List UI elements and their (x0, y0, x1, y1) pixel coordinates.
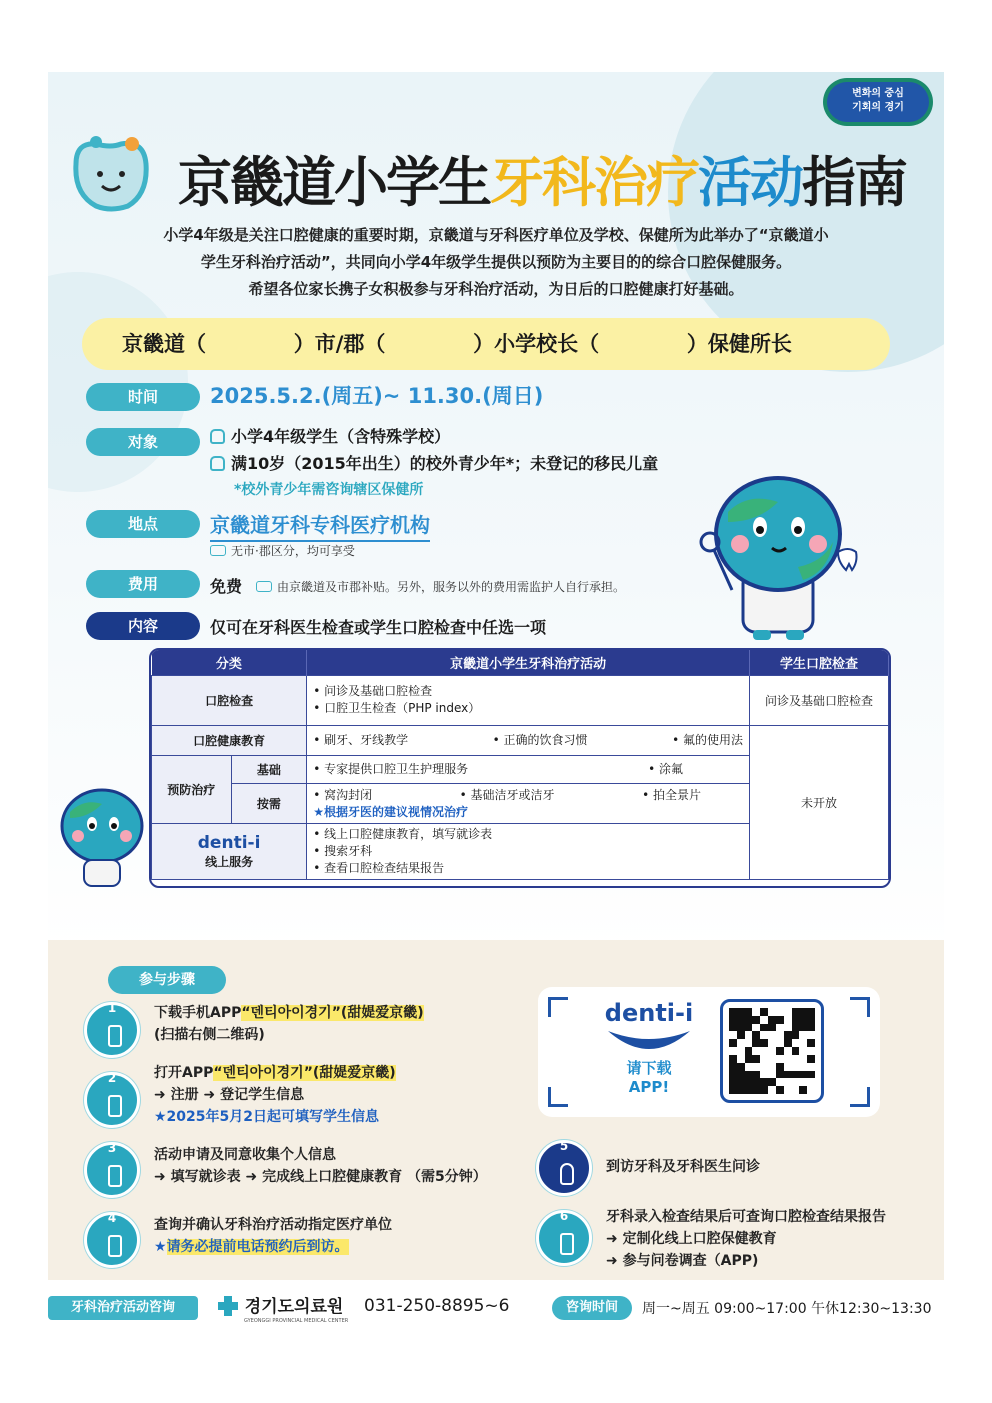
poster (48, 72, 944, 1326)
medical-cross-icon (216, 1294, 240, 1318)
time-value: 2025.5.2.(周五)~ 11.30.(周日) (210, 384, 544, 408)
table-header: 学生口腔检查 (750, 650, 889, 675)
step-6-phone-icon: 6 (536, 1210, 592, 1266)
fee-note: 由京畿道及市郡补贴。另外，服务以外的费用需监护人自行承担。 (256, 578, 625, 595)
tooth-icon (210, 456, 225, 471)
table-cell: • 刷牙、牙线教学 • 正确的饮食习惯 • 氟的使用法 (307, 725, 750, 755)
speech-bubble-icon (256, 581, 272, 592)
dentist-mascot-icon (688, 472, 868, 652)
table-row-label: 预防治疗 (152, 755, 232, 823)
step-4-phone-icon: 4 (84, 1212, 140, 1268)
title-row (66, 130, 926, 220)
content-label: 内容 (86, 612, 200, 640)
table-row-label: 口腔健康教育 (152, 725, 307, 755)
table-row-sublabel: 基础 (231, 755, 307, 783)
table-row-label: 口腔检查 (152, 675, 307, 725)
page-title: 京畿道小学生牙科治疗活动指南 (178, 151, 906, 214)
place-label: 地点 (86, 510, 200, 538)
step-2-phone-icon: 2 (84, 1072, 140, 1128)
tooth-icon (210, 429, 225, 444)
table-cell: • 专家提供口腔卫生护理服务 • 涂氟 (307, 755, 750, 783)
hours-label: 咨询时间 (552, 1296, 632, 1320)
table-cell: 问诊及基础口腔检查 (750, 675, 889, 725)
services-table (149, 648, 891, 888)
table-header: 分类 (152, 650, 307, 675)
qr-code[interactable] (720, 999, 824, 1103)
table-cell: • 线上口腔健康教育，填写就诊表 • 搜索牙科 • 查看口腔检查结果报告 (307, 823, 750, 879)
table-cell: • 窝沟封闭 • 基础洁牙或洁牙 • 拍全景片 ★根据牙医的建议视情况治疗 (307, 783, 750, 823)
table-row-sublabel: 按需 (231, 783, 307, 823)
fee-label: 费用 (86, 570, 200, 598)
denti-i-download-promo: denti-i 请下载 APP! (604, 999, 694, 1096)
intro-paragraph: 小学4年级是关注口腔健康的重要时期，京畿道与牙科医疗单位及学校、保健所为此举办了“京畿道小 学生牙科治疗活动”，共同向小学4年级学生提供以预防为主要目的的综合口腔保健服务。 希望各位家长携子女积极参与牙科治疗活动，为日后的口腔健康打好基础。 (163, 226, 829, 298)
inquiry-phone: 031-250-8895~6 (364, 1296, 510, 1316)
footer (48, 1290, 944, 1326)
denti-i-logo: denti-i (197, 832, 261, 853)
place-note: 无市·郡区分，均可享受 (210, 542, 355, 559)
target-item-1: 小学4年级学生（含特殊学校） (210, 424, 450, 447)
steps-label: 参与步骤 (108, 966, 226, 994)
time-label: 时间 (86, 383, 200, 411)
step-6-text: 牙科录入检查结果后可查询口腔检查结果报告 ➜ 定制化线上口腔保健教育 ➜ 参与问卷调查（APP) (606, 1209, 886, 1269)
content-value: 仅可在牙科医生检查或学生口腔检查中任选一项 (210, 618, 547, 637)
table-header: 京畿道小学生牙科治疗活动 (307, 650, 750, 675)
download-qr-card (538, 987, 880, 1117)
inquiry-label: 牙科治疗活动咨询 (48, 1296, 198, 1320)
table-cell: 未开放 (750, 725, 889, 879)
org-logo: 경기도의료원 GYEONGGI PROVINCIAL MEDICAL CENTER (216, 1292, 348, 1324)
step-4-text: 查询并确认牙科治疗活动指定医疗单位 ★请务必提前电话预约后到访。 (154, 1217, 392, 1255)
signature-bar: 京畿道（ ）市/郡（ ）小学校长（ ）保健所长 (82, 318, 890, 370)
step-1-phone-icon: 1 (84, 1002, 140, 1058)
step-3-phone-icon: 3 (84, 1142, 140, 1198)
small-mascot-icon (54, 784, 150, 894)
smile-arc-icon (604, 1027, 694, 1055)
fee-value: 免费 (210, 577, 243, 596)
target-note: *校外青少年需咨询辖区保健所 (234, 482, 424, 498)
place-value: 京畿道牙科专科医疗机构 (210, 509, 430, 542)
step-5-text: 到访牙科及牙科医生问诊 (606, 1159, 760, 1175)
target-label: 对象 (86, 428, 200, 456)
background-circle (48, 272, 188, 492)
step-3-text: 活动申请及同意收集个人信息 ➜ 填写就诊表 ➜ 完成线上口腔健康教育 （需5分钟） (154, 1147, 487, 1185)
speech-bubble-icon (210, 545, 226, 556)
step-5-tooth-icon: 5 (536, 1140, 592, 1196)
gyeonggi-slogan-badge: 변화의 중심 기회의 경기 (823, 78, 933, 126)
table-cell: • 问诊及基础口腔检查 • 口腔卫生检查（PHP index） (307, 675, 750, 725)
step-1-text: 下载手机APP“덴티아이경기”(甜媞爱京畿) (扫描右侧二维码) (154, 1005, 424, 1043)
target-item-2: 满10岁（2015年出生）的校外青少年*；未登记的移民儿童 (210, 451, 658, 474)
table-row-label: denti-i 线上服务 (152, 823, 307, 879)
step-2-text: 打开APP“덴티아이경기”(甜媞爱京畿) ➜ 注册 ➜ 登记学生信息 ★2025年5月2日起可填写学生信息 (154, 1065, 396, 1125)
hours-value: 周一~周五 09:00~17:00 午休12:30~13:30 (642, 1301, 932, 1317)
smiling-tooth-logo-icon (66, 134, 156, 212)
